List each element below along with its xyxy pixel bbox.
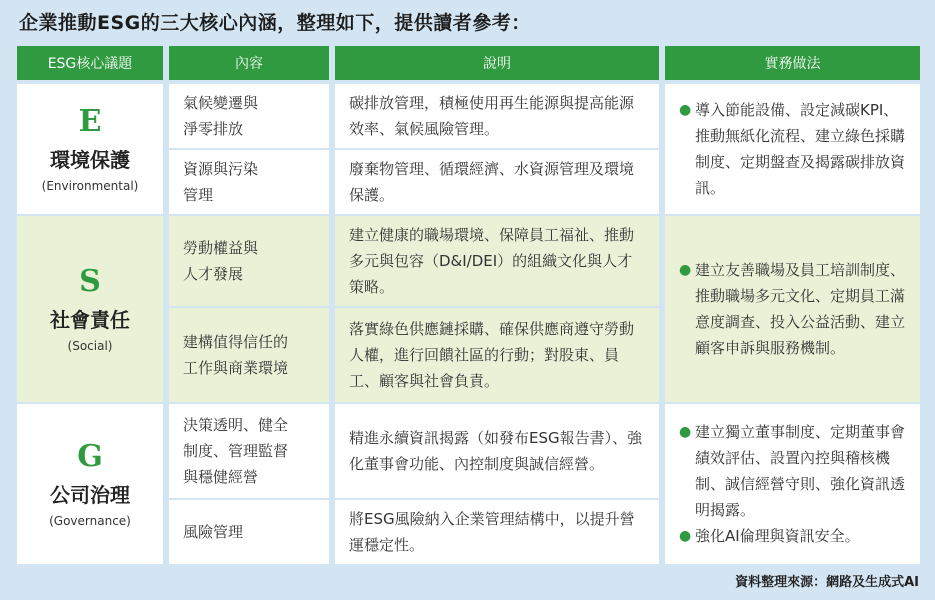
bullet-icon: ●	[679, 424, 692, 440]
content-cell: 建構值得信任的 工作與商業環境	[169, 308, 329, 402]
topic-social	[17, 216, 163, 402]
description-cell	[335, 308, 659, 402]
content-cell: 氣候變遷與 淨零排放	[169, 84, 329, 148]
content-cell: 勞動權益與 人才發展	[169, 216, 329, 306]
description-cell	[335, 150, 659, 214]
header-content: 內容	[169, 46, 329, 80]
topic-name: 環境保護	[50, 148, 130, 172]
topic-letter: S	[79, 264, 101, 299]
description-text: 將ESG風險納入企業管理結構中，以提升營運穩定性。	[349, 510, 635, 554]
content-cell: 風險管理	[169, 500, 329, 564]
topic-environmental	[17, 84, 163, 214]
content-cell: 決策透明、健全 制度、管理監督 與穩健經營	[169, 404, 329, 498]
topic-name: 公司治理	[50, 483, 130, 507]
bullet-icon: ●	[679, 262, 692, 278]
practice-item: ● 建立友善職場及員工培訓制度、推動職場多元文化、定期員工滿意度調查、投入公益活動、建立顧客申訴與服務機制。	[679, 257, 906, 361]
description-cell	[335, 500, 659, 564]
practice-item: ● 導入節能設備、設定減碳KPI、推動無紙化流程、建立綠色採購制度、定期盤查及揭露碳排放資訊。	[679, 97, 906, 201]
description-text: 建立健康的職場環境、保障員工福祉、推動多元與包容（D&I/DEI）的組織文化與人才策略。	[349, 226, 635, 296]
practice-cell	[665, 404, 920, 564]
topic-governance	[17, 404, 163, 564]
description-cell	[335, 404, 659, 498]
header-topic: ESG核心議題	[17, 46, 163, 80]
bullet-icon: ●	[679, 102, 692, 118]
header-description: 說明	[335, 46, 659, 80]
description-text: 廢棄物管理、循環經濟、水資源管理及環境保護。	[349, 160, 635, 204]
description-text: 精進永續資訊揭露（如發布ESG報告書）、強化董事會功能、內控制度與誠信經營。	[349, 429, 643, 473]
description-text: 落實綠色供應鏈採購、確保供應商遵守勞動人權，進行回饋社區的行動；對股東、員工、顧客與社會負責。	[349, 320, 635, 390]
topic-letter: G	[77, 439, 103, 474]
topic-english: (Environmental)	[41, 179, 139, 193]
source-note: 資料整理來源：網路及生成式AI	[735, 575, 919, 590]
topic-english: (Governance)	[49, 514, 131, 528]
content-cell: 資源與污染 管理	[169, 150, 329, 214]
header-practice: 實務做法	[665, 46, 920, 80]
topic-letter: E	[78, 104, 102, 139]
description-cell	[335, 84, 659, 148]
topic-name: 社會責任	[50, 308, 130, 332]
topic-english: (Social)	[67, 339, 113, 353]
practice-item: ● 強化AI倫理與資訊安全。	[679, 523, 906, 549]
bullet-icon: ●	[679, 528, 692, 544]
description-text: 碳排放管理，積極使用再生能源與提高能源效率、氣候風險管理。	[349, 94, 635, 138]
practice-cell	[665, 216, 920, 402]
practice-cell	[665, 84, 920, 214]
description-cell	[335, 216, 659, 306]
page-title: 企業推動ESG的三大核心內涵，整理如下，提供讀者參考：	[19, 12, 531, 34]
practice-item: ● 建立獨立董事制度、定期董事會績效評估、設置內控與稽核機制、誠信經營守則、強化資訊透明揭露。	[679, 419, 906, 523]
